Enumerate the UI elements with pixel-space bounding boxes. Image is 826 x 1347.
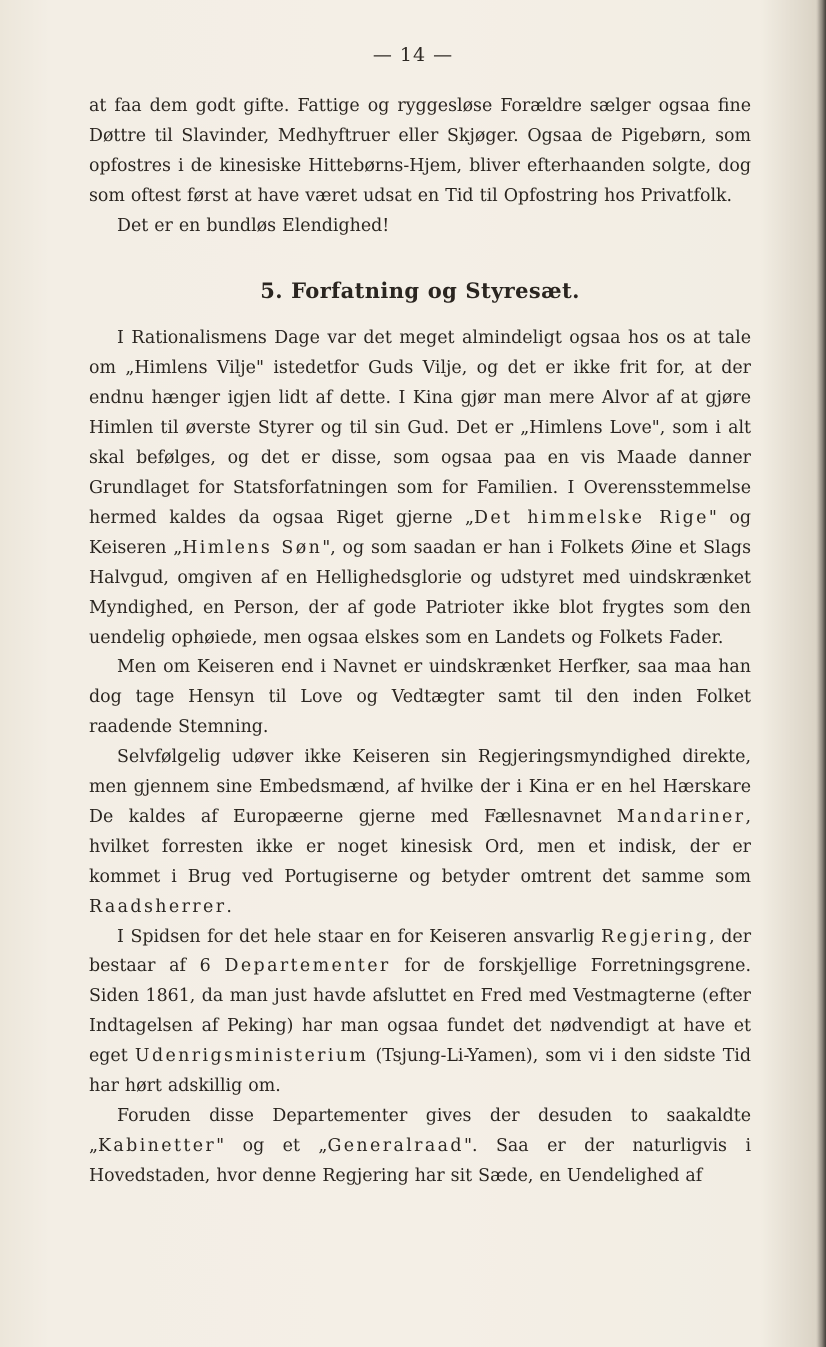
emphasis-departementer: Departementer [224,956,391,977]
emphasis-raadsherrer: Raadsherrer [89,896,227,917]
paragraph-government [89,923,751,1102]
paragraph-cabinets [89,1102,751,1192]
emphasis-kabinetter: Kabinetter [98,1135,217,1156]
section-heading: 5. Forfatning og Styresæt. [260,277,580,303]
paragraph-exclamation: Det er en bundløs Elendighed! [117,215,390,236]
page-number-header: — 14 — [372,44,454,66]
body-text [89,92,751,1192]
paragraph-rationalism [89,324,751,653]
text-run: . [226,896,232,917]
emphasis-regjering: Regjering [601,926,710,947]
paragraph-mandarins [89,743,751,922]
emphasis-udenrigsministerium: Udenrigsministerium [134,1046,369,1067]
text-run: Foruden disse Departementer gives der desuden to saakaldte „ [89,1106,751,1156]
text-run: (Tsjung-Li-Yamen), som vi i den sidste Tid har hørt adskillig om. [89,1046,751,1097]
emphasis-generalraad: Generalraad [327,1135,464,1156]
paragraph-emperor-limits: Men om Keiseren end i Navnet er uindskrænket Herfker, saa maa han dog tage Hensyn til Love og Vedtægter samt til den inden Folket raadende Stemning. [89,657,751,738]
paragraph-continued: at faa dem godt gifte. Fattige og ryggesløse Forældre sælger ogsaa fine Døttre til Slavinder, Medhyftruer eller Skjøger. Ogsaa de Pigebørn, som opfostres i de kinesiske Hittebørns-Hjem, bliver efterhaanden solgte, dog som oftest først at have været udsat en Tid til Opfostring hos Privatfolk. [89,96,751,206]
text-run: " og Keiseren „ [89,507,751,558]
text-run: I Rationalismens Dage var det meget almindeligt ogsaa hos os at tale om „Himlens Vilje" istedetfor Guds Vilje, og det er ikke frit for, at der endnu hænger igjen lidt af dette. I Kina gjør man mere Alvor af at gjøre Himlen til øverste Styrer og til sin Gud. Det er „Himlens Love", som i alt skal befølges, og det er disse, som ogsaa paa en vis Maade danner Grundlaget for Statsforfatningen som for Familien. I Overensstemmelse hermed kaldes da ogsaa Riget gjerne „ [89,328,751,528]
text-run: , der bestaar af 6 [89,926,752,977]
text-run: , hvilket forresten ikke er noget kinesisk Ord, men et indisk, der er kommet i Brug ved Portugiserne og betyder omtrent det samme som [89,806,751,887]
text-run: I Spidsen for det hele staar en for Keiseren ansvarlig [117,926,602,947]
emphasis-mandariner: Mandariner [616,806,746,827]
text-run: " og et „ [216,1135,328,1156]
text-run: ", og som saadan er han i Folkets Øine et Slags Halvgud, omgiven af en Hellighedsglorie og udstyret med uindskrænket Myndighed, en Person, der af gode Patrioter ikke blot frygtes som den uendelig ophøiede, men ogsaa elskes som en Landets og Folkets Fader. [89,537,751,648]
page-edge-shadow [816,0,826,1347]
text-run: for de forskjellige Forretningsgrene. Siden 1861, da man just havde afsluttet en Fred med Vestmagterne (efter Indtagelsen af Peking) har man ogsaa fundet det nødvendigt at have et eget [89,956,751,1067]
text-run: ". Saa er der naturligvis i Hovedstaden, hvor denne Regjering har sit Sæde, en Uendelighed af [89,1135,752,1186]
text-run: Selvfølgelig udøver ikke Keiseren sin Regjeringsmyndighed direkte, men gjennem sine Embedsmænd, af hvilke der i Kina er en hel Hærskare De kaldes af Europæerne gjerne med Fællesnavnet [89,747,751,827]
emphasis-heavenly-kingdom: Det himmelske Rige [474,507,709,528]
emphasis-son-of-heaven: Himlens Søn [182,537,323,558]
